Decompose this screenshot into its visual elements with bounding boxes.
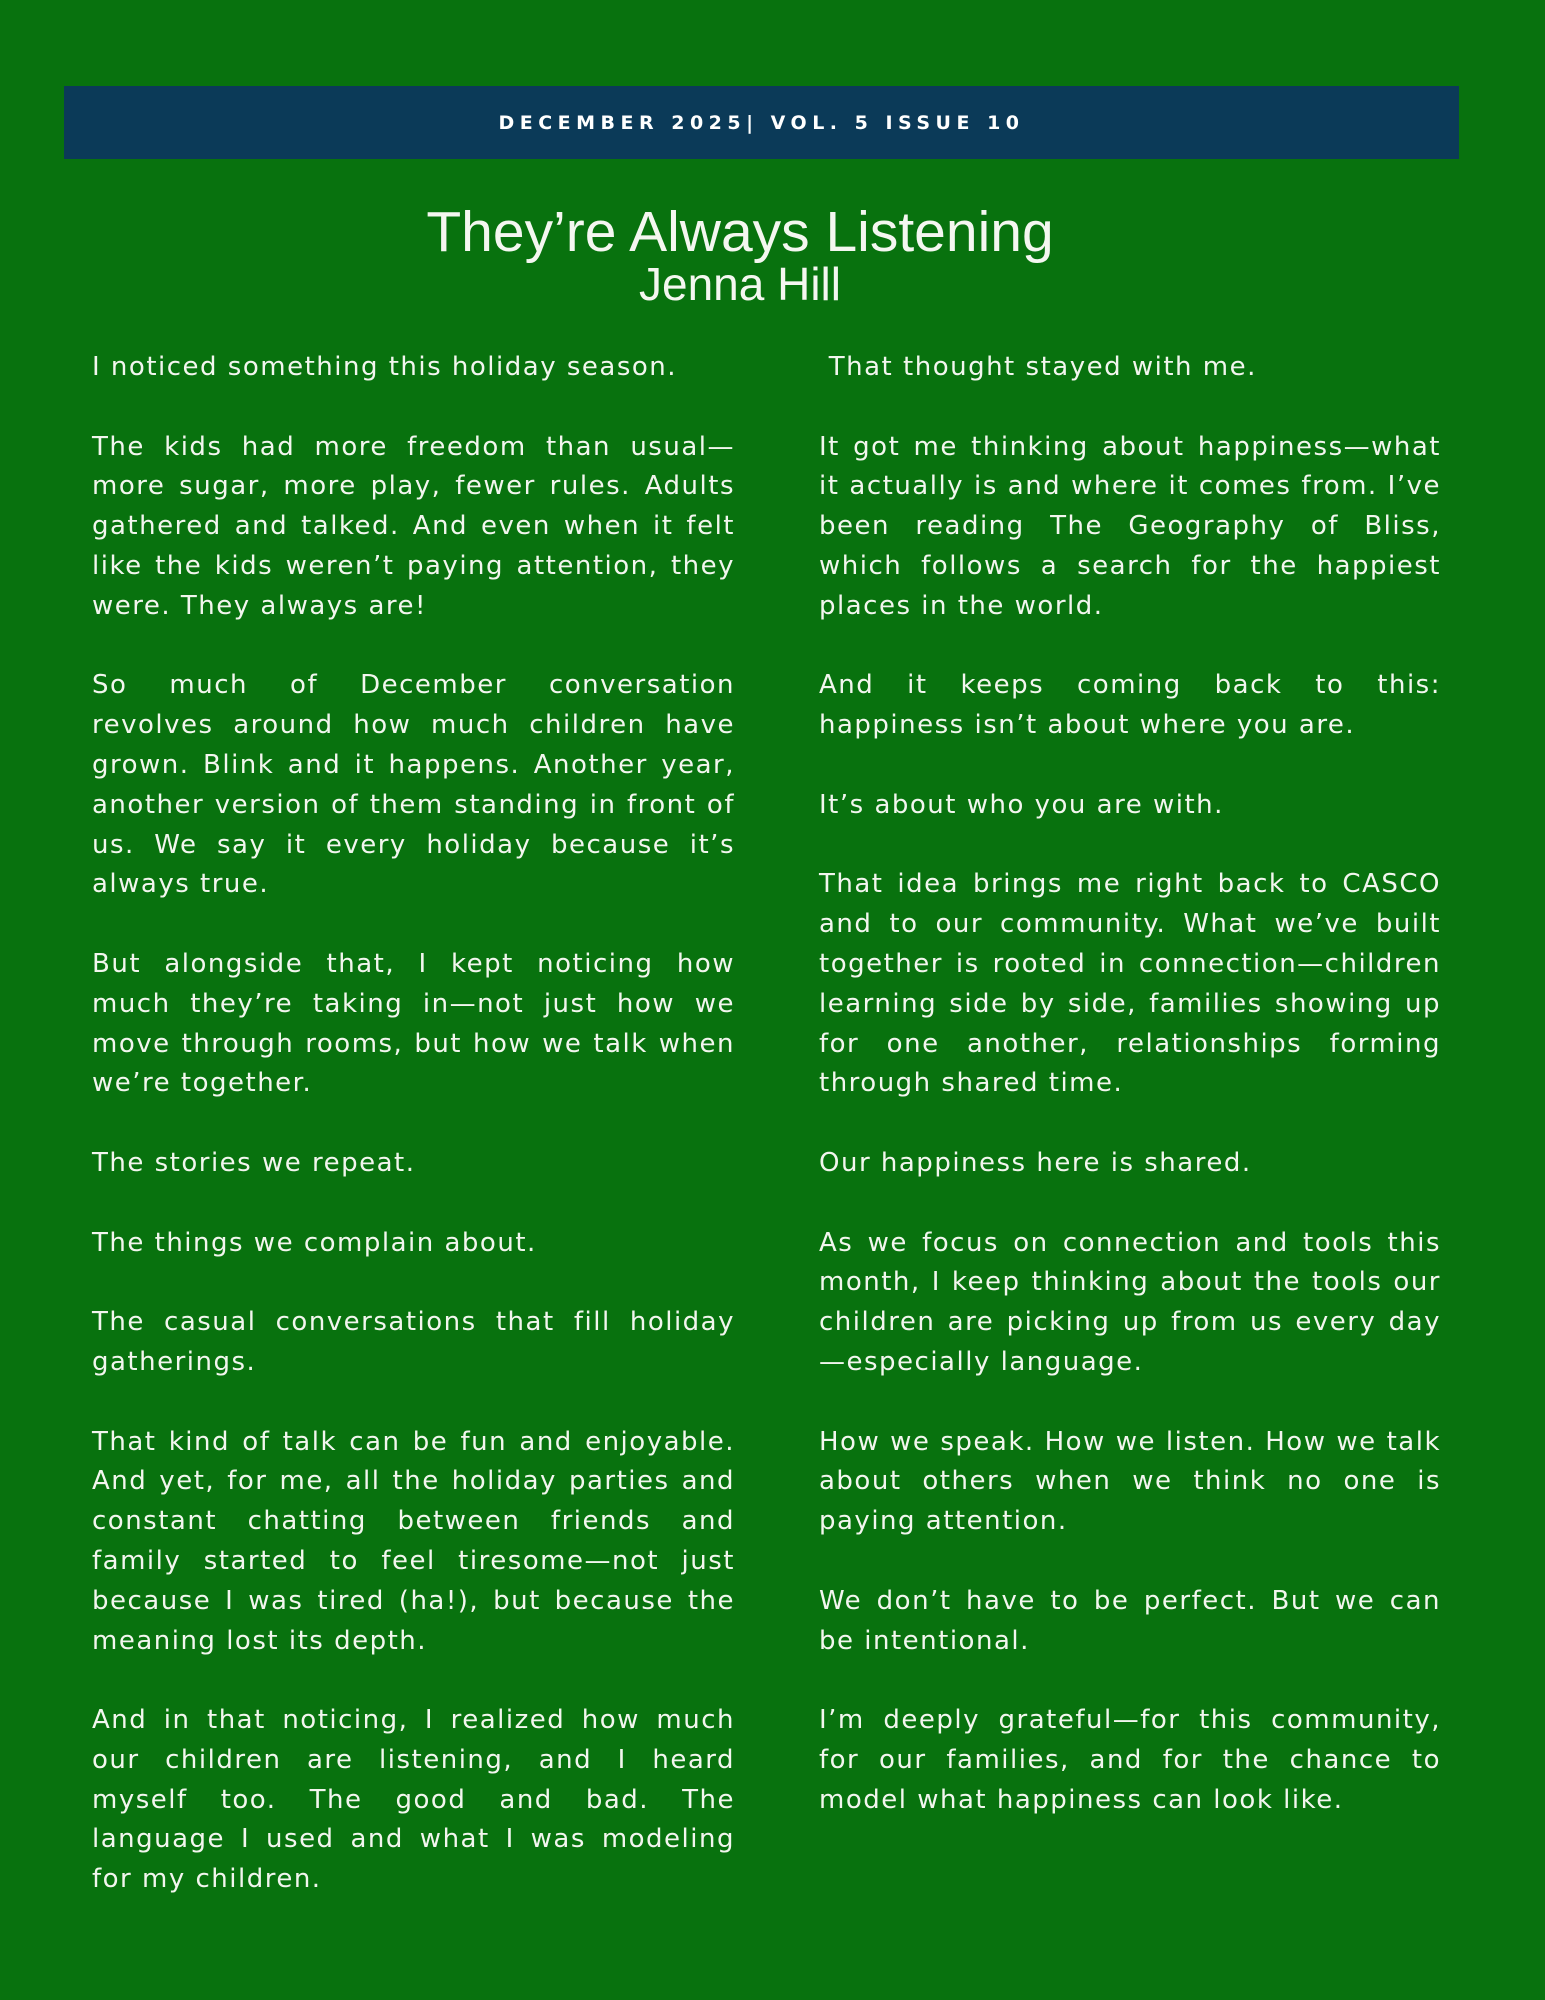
article-left-column [92, 348, 735, 1940]
paragraph: I’m deeply grateful—for this community, for our families, and for the chance to model what happiness can look like. [819, 1705, 1441, 1815]
paragraph: The casual conversations that fill holiday gatherings. [92, 1307, 735, 1377]
paragraph: We don’t have to be perfect. But we can be intentional. [819, 1585, 1441, 1656]
paragraph: That idea brings me right back to CASCO and to our community. What we’ve built together is rooted in connection—children learning side by side, families showing up for one another, relationships forming through shared time. [819, 869, 1441, 1099]
paragraph: But alongside that, I kept noticing how much they’re taking in—not just how we move through rooms, but how we talk when we’re together. [92, 948, 735, 1099]
paragraph: Our happiness here is shared. [819, 1147, 1252, 1178]
paragraph: I noticed something this holiday season. [92, 352, 678, 382]
paragraph: The stories we repeat. [92, 1147, 416, 1178]
issue-date-volume: DECEMBER 2025| VOL. 5 ISSUE 10 [498, 111, 1025, 134]
paragraph: As we focus on connection and tools this month, I keep thinking about the tools our children are picking up from us every day—especially language. [819, 1227, 1441, 1377]
article-title: They’re Always Listening [426, 200, 1054, 264]
paragraph: So much of December conversation revolves around how much children have grown. Blink and it happens. Another year, another version of them standing in front of us. We say it every holiday because it’s always true. [92, 670, 735, 900]
paragraph: The kids had more freedom than usual—more sugar, more play, fewer rules. Adults gathered and talked. And even when it felt like the kids weren’t paying attention, they were. They always are! [92, 431, 735, 621]
issue-header-band [64, 86, 1459, 159]
paragraph: It got me thinking about happiness—what it actually is and where it comes from. I’ve been reading The Geography of Bliss, which follows a search for the happiest places in the world. [819, 431, 1441, 621]
paragraph: It’s about who you are with. [819, 789, 1224, 820]
article-right-column [819, 348, 1441, 1860]
article-author: Jenna Hill [639, 258, 841, 310]
paragraph: That kind of talk can be fun and enjoyable. And yet, for me, all the holiday parties and constant chatting between friends and family started to feel tiresome—not just because I was tired (ha!), but because the meaning lost its depth. [92, 1426, 735, 1656]
paragraph: And in that noticing, I realized how much our children are listening, and I heard myself too. The good and bad. The language I used and what I was modeling for my children. [92, 1705, 735, 1895]
paragraph: How we speak. How we listen. How we talk about others when we think no one is paying attention. [819, 1426, 1441, 1537]
paragraph: The things we complain about. [92, 1227, 537, 1258]
paragraph: And it keeps coming back to this: happiness isn’t about where you are. [819, 670, 1441, 741]
paragraph: That thought stayed with me. [819, 352, 1257, 382]
